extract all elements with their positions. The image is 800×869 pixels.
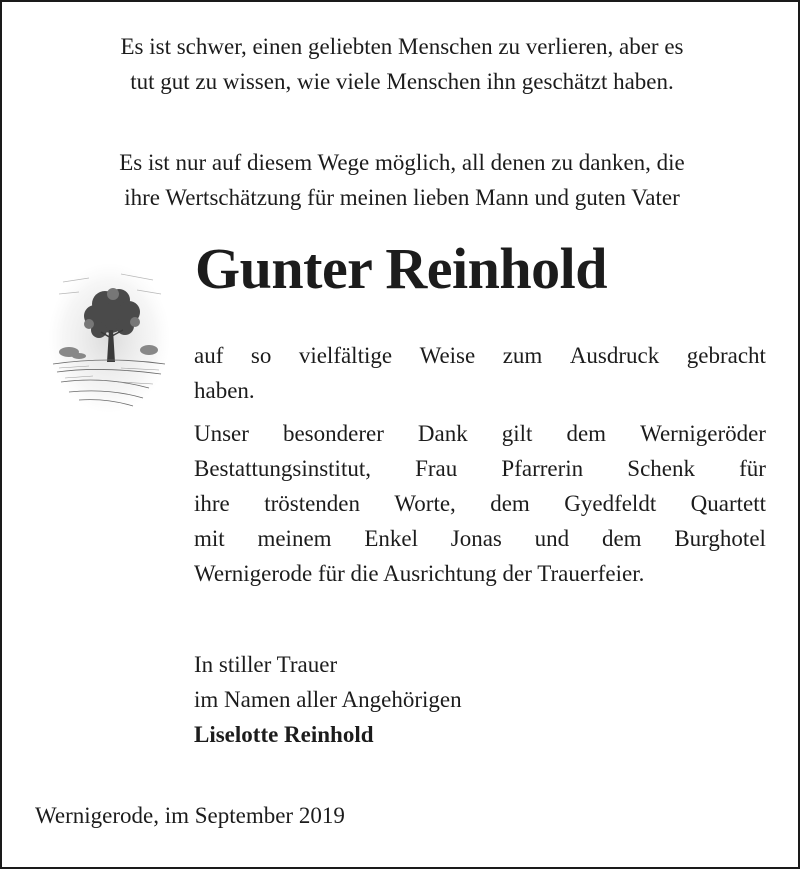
body-line [194,486,766,521]
signature: Liselotte Reinhold [194,722,374,747]
body-line [194,451,766,486]
word: meinem [257,526,332,551]
word: Jonas [450,526,502,551]
body-line: haben. [194,378,255,403]
word: Quartett [690,491,766,516]
intro-line: Es ist nur auf diesem Wege möglich, all denen zu danken, die [119,150,685,175]
word: so [250,343,272,368]
word: dem [566,421,607,446]
place-date: Wernigerode, im September 2019 [35,803,345,828]
body-line [194,416,766,451]
word: Pfarrerin [501,456,584,481]
body-paragraph-2 [194,416,766,591]
intro-paragraph-2 [32,145,772,215]
word: vielfältige [298,343,393,368]
word: auf [194,343,224,368]
word: Dank [417,421,468,446]
body-line [194,521,766,556]
word: für [739,456,766,481]
intro-paragraph-1 [32,29,772,99]
intro-line: Es ist schwer, einen geliebten Menschen zu verlieren, aber es [120,34,684,59]
word: Wernigeröder [640,421,766,446]
tree-landscape-icon [49,264,169,412]
intro-line: ihre Wertschätzung für meinen lieben Mann und guten Vater [124,185,680,210]
word: Burghotel [674,526,766,551]
word: Schenk [627,456,695,481]
body-line [194,338,766,373]
closing-line: im Namen aller Angehörigen [194,687,462,712]
body-paragraph-1 [194,338,766,408]
closing-block [194,647,462,752]
word: dem [601,526,642,551]
word: und [534,526,570,551]
word: mit [194,526,225,551]
body-line: Wernigerode für die Ausrichtung der Trauerfeier. [194,561,645,586]
word: ihre [194,491,230,516]
word: Unser [194,421,249,446]
deceased-name: Gunter Reinhold [195,236,608,301]
word: tröstenden [264,491,360,516]
word: gilt [501,421,533,446]
word: Ausdruck [569,343,660,368]
intro-line: tut gut zu wissen, wie viele Menschen ihn geschätzt haben. [130,69,674,94]
closing-line: In stiller Trauer [194,652,338,677]
word: Frau [415,456,458,481]
word: gebracht [686,343,766,368]
word: Enkel [364,526,418,551]
word: dem [490,491,530,516]
word: Worte, [394,491,456,516]
word: Gyedfeldt [564,491,657,516]
word: zum [502,343,543,368]
word: besonderer [282,421,384,446]
word: Weise [419,343,476,368]
word: Bestattungsinstitut, [194,456,371,481]
